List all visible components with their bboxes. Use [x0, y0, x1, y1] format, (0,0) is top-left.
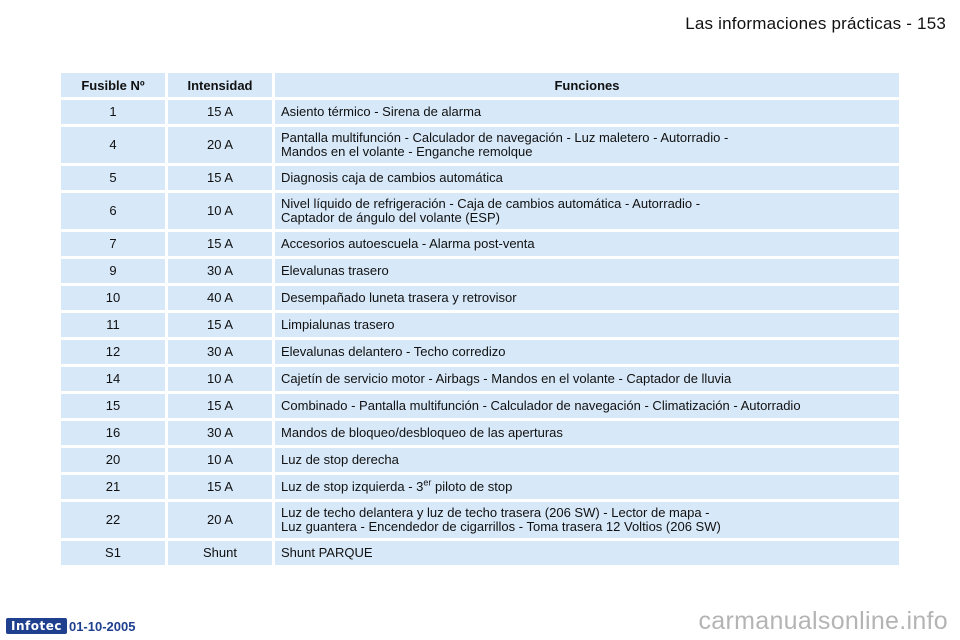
footer-logo	[6, 618, 135, 634]
functions-cell	[275, 367, 899, 391]
page-title: Las informaciones prácticas - 153	[685, 14, 946, 33]
intensity-cell: 15 A	[168, 166, 272, 190]
fuse-number-cell: 11	[61, 313, 165, 337]
function-line: Limpialunas trasero	[281, 317, 395, 332]
function-line: Shunt PARQUE	[281, 545, 373, 560]
ordinal-superscript: er	[423, 477, 432, 488]
fuse-number-cell: 22	[61, 502, 165, 538]
intensity-cell: 30 A	[168, 421, 272, 445]
function-line: Luz guantera - Encendedor de cigarrillos - Toma trasera 12 Voltios (206 SW)	[281, 519, 721, 534]
function-line: Mandos de bloqueo/desbloqueo de las aperturas	[281, 425, 563, 440]
fuse-number-cell: 15	[61, 394, 165, 418]
fuse-number-cell: 21	[61, 475, 165, 499]
intensity-cell: 40 A	[168, 286, 272, 310]
fuse-number-cell: 20	[61, 448, 165, 472]
table-row	[61, 367, 899, 391]
functions-cell	[275, 502, 899, 538]
fuse-number-cell: 9	[61, 259, 165, 283]
intensity-cell: 15 A	[168, 475, 272, 499]
function-text: Luz de stop izquierda - 3	[281, 479, 424, 494]
intensity-cell: 15 A	[168, 232, 272, 256]
function-line: Desempañado luneta trasera y retrovisor	[281, 290, 517, 305]
fuse-number-cell: 7	[61, 232, 165, 256]
table-row	[61, 232, 899, 256]
fuse-number-cell: 1	[61, 100, 165, 124]
function-line: Luz de stop derecha	[281, 452, 399, 467]
function-line: Luz de techo delantera y luz de techo trasera (206 SW) - Lector de mapa -	[281, 505, 710, 520]
functions-cell	[275, 421, 899, 445]
table-row	[61, 100, 899, 124]
functions-cell	[275, 166, 899, 190]
functions-cell	[275, 313, 899, 337]
functions-cell	[275, 340, 899, 364]
functions-cell	[275, 127, 899, 163]
function-line: Combinado - Pantalla multifunción - Calculador de navegación - Climatización - Autorradio	[281, 398, 801, 413]
fuse-number-cell: 12	[61, 340, 165, 364]
fuse-number-cell: 4	[61, 127, 165, 163]
fuse-number-cell: 16	[61, 421, 165, 445]
fuse-number-cell: 5	[61, 166, 165, 190]
intensity-cell: 30 A	[168, 259, 272, 283]
functions-cell	[275, 100, 899, 124]
intensity-cell: 15 A	[168, 313, 272, 337]
function-line: Accesorios autoescuela - Alarma post-venta	[281, 236, 535, 251]
table-row	[61, 166, 899, 190]
watermark: carmanualsonline.info	[698, 607, 948, 635]
functions-cell	[275, 259, 899, 283]
functions-cell	[275, 232, 899, 256]
function-line: Nivel líquido de refrigeración - Caja de cambios automática - Autorradio -	[281, 196, 701, 211]
fuse-number-cell: 14	[61, 367, 165, 391]
table-row	[61, 502, 899, 538]
table-row	[61, 541, 899, 565]
functions-cell	[275, 448, 899, 472]
footer-date: 01-10-2005	[68, 618, 136, 634]
intensity-cell: 10 A	[168, 193, 272, 229]
fuse-table	[58, 70, 902, 568]
table-row	[61, 286, 899, 310]
column-header-functions: Funciones	[275, 73, 899, 97]
function-line: Asiento térmico - Sirena de alarma	[281, 104, 482, 119]
intensity-cell: 30 A	[168, 340, 272, 364]
table-row	[61, 475, 899, 499]
fuse-table-body	[61, 100, 899, 565]
table-row	[61, 259, 899, 283]
function-text: piloto de stop	[431, 479, 513, 494]
fuse-number-cell: S1	[61, 541, 165, 565]
column-header-fuse-number: Fusible Nº	[61, 73, 165, 97]
function-line: Mandos en el volante - Enganche remolque	[281, 144, 533, 159]
table-row	[61, 340, 899, 364]
intensity-cell: 15 A	[168, 100, 272, 124]
functions-cell	[275, 475, 899, 499]
intensity-cell: 10 A	[168, 448, 272, 472]
intensity-cell: 20 A	[168, 502, 272, 538]
function-line: Elevalunas delantero - Techo corredizo	[281, 344, 506, 359]
functions-cell	[275, 193, 899, 229]
fuse-number-cell: 10	[61, 286, 165, 310]
fuse-number-cell: 6	[61, 193, 165, 229]
table-row	[61, 448, 899, 472]
table-row	[61, 193, 899, 229]
column-header-intensity: Intensidad	[168, 73, 272, 97]
intensity-cell: 10 A	[168, 367, 272, 391]
table-row	[61, 127, 899, 163]
function-line: Diagnosis caja de cambios automática	[281, 170, 503, 185]
function-line: Cajetín de servicio motor - Airbags - Mandos en el volante - Captador de lluvia	[281, 371, 732, 386]
functions-cell	[275, 541, 899, 565]
intensity-cell: Shunt	[168, 541, 272, 565]
table-header-row	[61, 73, 899, 97]
function-line: Captador de ángulo del volante (ESP)	[281, 210, 500, 225]
table-row	[61, 313, 899, 337]
infotec-logo: Infotec	[6, 618, 67, 634]
table-row	[61, 394, 899, 418]
function-line: Pantalla multifunción - Calculador de navegación - Luz maletero - Autorradio -	[281, 130, 729, 145]
functions-cell	[275, 286, 899, 310]
functions-cell	[275, 394, 899, 418]
intensity-cell: 20 A	[168, 127, 272, 163]
intensity-cell: 15 A	[168, 394, 272, 418]
table-row	[61, 421, 899, 445]
function-line: Elevalunas trasero	[281, 263, 389, 278]
